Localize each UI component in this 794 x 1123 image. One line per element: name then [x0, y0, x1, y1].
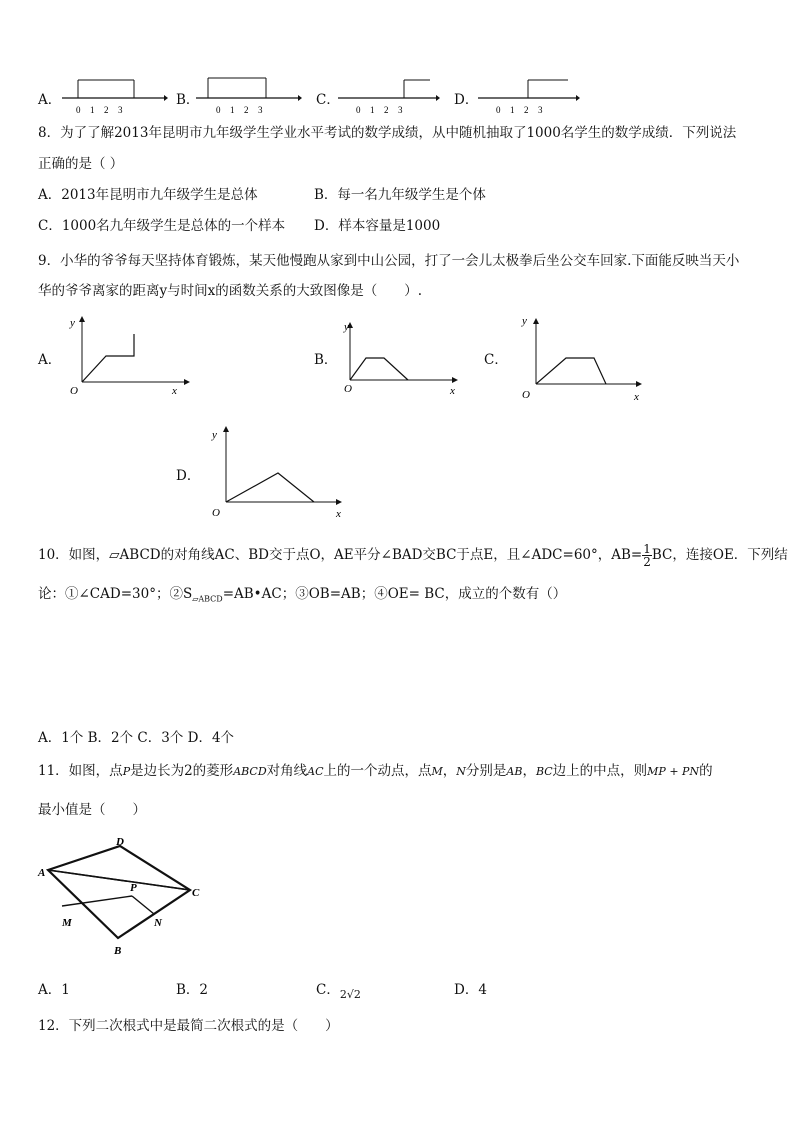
q7-tick: 0	[76, 105, 81, 115]
q11-var-abcd: ABCD	[233, 765, 267, 778]
q11-option-b: B．2	[176, 982, 209, 998]
q9-axis-y: y	[522, 315, 527, 327]
q11-text: ，	[522, 763, 536, 779]
q7-tick: 3	[118, 105, 123, 115]
q7-option-a-numberline	[62, 72, 168, 118]
q9-axis-y: y	[212, 429, 217, 441]
q7-tick: 1	[230, 105, 235, 115]
q7-tick: 3	[398, 105, 403, 115]
q11-text: ，	[442, 763, 457, 779]
q8-question-line2: 正确的是（ ）	[38, 156, 124, 172]
q11-var-n: N	[456, 765, 466, 778]
q11-question-line2: 最小值是（ ）	[38, 802, 146, 818]
q9-origin: O	[344, 383, 352, 395]
q9-axis-x: x	[450, 385, 455, 397]
q9-axis-x: x	[634, 391, 639, 402]
q7-tick: 1	[510, 105, 515, 115]
q7-tick: 0	[496, 105, 501, 115]
q11-option-c	[316, 981, 361, 1000]
q10-frac-den: 2	[643, 555, 651, 569]
q7-tick: 2	[244, 105, 249, 115]
q7-tick: 2	[104, 105, 109, 115]
q9-origin: O	[522, 389, 530, 401]
q7-option-c-numberline	[338, 72, 444, 118]
q9-origin: O	[70, 385, 78, 397]
q11-option-c-label: C．	[316, 982, 340, 998]
q7-tick: 3	[538, 105, 543, 115]
q8-option-c: C．1000名九年级学生是总体的一个样本	[38, 218, 286, 234]
q10-line1-a: 10．如图，▱ABCD的对角线AC、BD交于点O，AE平分∠BAD交BC于点E，且∠ADC=60°，AB=	[38, 547, 643, 563]
q11-var-p: P	[122, 765, 131, 778]
q11-text: 分别是	[465, 763, 507, 779]
q11-text: 是边长为2的菱形	[130, 763, 234, 779]
q10-question-line2	[38, 585, 566, 609]
q9-option-d-graph	[204, 422, 346, 520]
q8-option-d: D．样本容量是1000	[314, 218, 441, 234]
q7-option-c-label: C．	[316, 92, 340, 108]
q11-label-a: A	[38, 867, 46, 879]
q10-line2-b: =AB•AC；③OB=AB；④OE= BC，成立的个数有（）	[222, 586, 567, 602]
q9-question-line1: 9．小华的爷爷每天坚持体育锻炼，某天他慢跑从家到中山公园，打了一会儿太极拳后坐公交车回家.下面能反映当天小	[38, 253, 740, 269]
q8-question-line1: 8．为了了解2013年昆明市九年级学生学业水平考试的数学成绩，从中随机抽取了1000名学生的数学成绩．下列说法	[38, 125, 737, 141]
q10-answers: A．1个 B．2个 C．3个 D．4个	[38, 730, 235, 746]
q11-text: 边上的中点，则	[552, 763, 648, 779]
q7-tick: 1	[90, 105, 95, 115]
q9-axis-y: y	[70, 317, 75, 329]
q7-option-b-label: B．	[176, 92, 200, 108]
q7-tick: 0	[216, 105, 221, 115]
q7-tick: 0	[356, 105, 361, 115]
q11-var-m: M	[431, 765, 443, 778]
q11-var-ac: AC	[307, 765, 324, 778]
q11-var-bc: BC	[535, 765, 553, 778]
q9-axis-x: x	[336, 508, 341, 520]
q8-option-b: B．每一名九年级学生是个体	[314, 187, 486, 203]
q11-label-d: D	[116, 836, 124, 848]
q9-option-b-label: B．	[314, 352, 338, 368]
q11-text: 11．如图，点	[38, 763, 123, 779]
q11-text: 的	[699, 763, 713, 779]
q7-option-a-label: A．	[38, 92, 62, 108]
q7-option-d-label: D．	[454, 92, 479, 108]
q10-line1-b: BC，连接OE．下列结	[651, 547, 788, 563]
q11-label-m: M	[62, 917, 72, 929]
q10-question-line1	[38, 543, 788, 568]
q7-option-b-numberline	[196, 72, 302, 118]
q11-label-c: C	[192, 887, 200, 899]
q9-option-c-label: C．	[484, 352, 508, 368]
q10-line2-sub: ▱ABCD	[192, 594, 223, 604]
q11-option-d: D．4	[454, 982, 487, 998]
q7-tick: 2	[384, 105, 389, 115]
q7-tick: 1	[370, 105, 375, 115]
q11-label-b: B	[114, 945, 122, 957]
q9-axis-x: x	[172, 385, 177, 397]
q9-option-c-graph	[514, 310, 644, 402]
q11-rhombus-figure	[34, 834, 214, 962]
q9-question-line2: 华的爷爷离家的距离y与时间x的函数关系的大致图像是（ ）.	[38, 283, 423, 299]
q9-option-d-label: D．	[176, 468, 201, 484]
q9-option-a-graph	[66, 312, 190, 398]
q12-question-line1: 12．下列二次根式中是最简二次根式的是（ ）	[38, 1018, 339, 1034]
q11-var-ab: AB	[506, 765, 523, 778]
q9-option-a-label: A．	[38, 352, 62, 368]
q7-option-d-numberline	[478, 72, 584, 118]
q9-option-b-graph	[338, 312, 462, 398]
q11-option-a: A．1	[38, 982, 70, 998]
q11-text: 对角线	[266, 763, 308, 779]
q10-fraction	[642, 543, 652, 568]
q11-text: 上的一个动点，点	[323, 763, 432, 779]
q7-tick: 3	[258, 105, 263, 115]
q11-var-expr: MP + PN	[647, 765, 700, 778]
q10-frac-num: 1	[643, 542, 651, 556]
q10-line2-a: 论：①∠CAD=30°；②S	[38, 586, 193, 602]
q8-option-a: A．2013年昆明市九年级学生是总体	[38, 187, 258, 203]
q9-axis-y: y	[344, 321, 349, 333]
q11-option-c-value: 2√2	[339, 988, 361, 1001]
q11-label-n: N	[154, 917, 162, 929]
q9-origin: O	[212, 507, 220, 519]
q7-tick: 2	[524, 105, 529, 115]
q11-question-line1	[38, 762, 713, 781]
q11-label-p: P	[130, 882, 137, 894]
